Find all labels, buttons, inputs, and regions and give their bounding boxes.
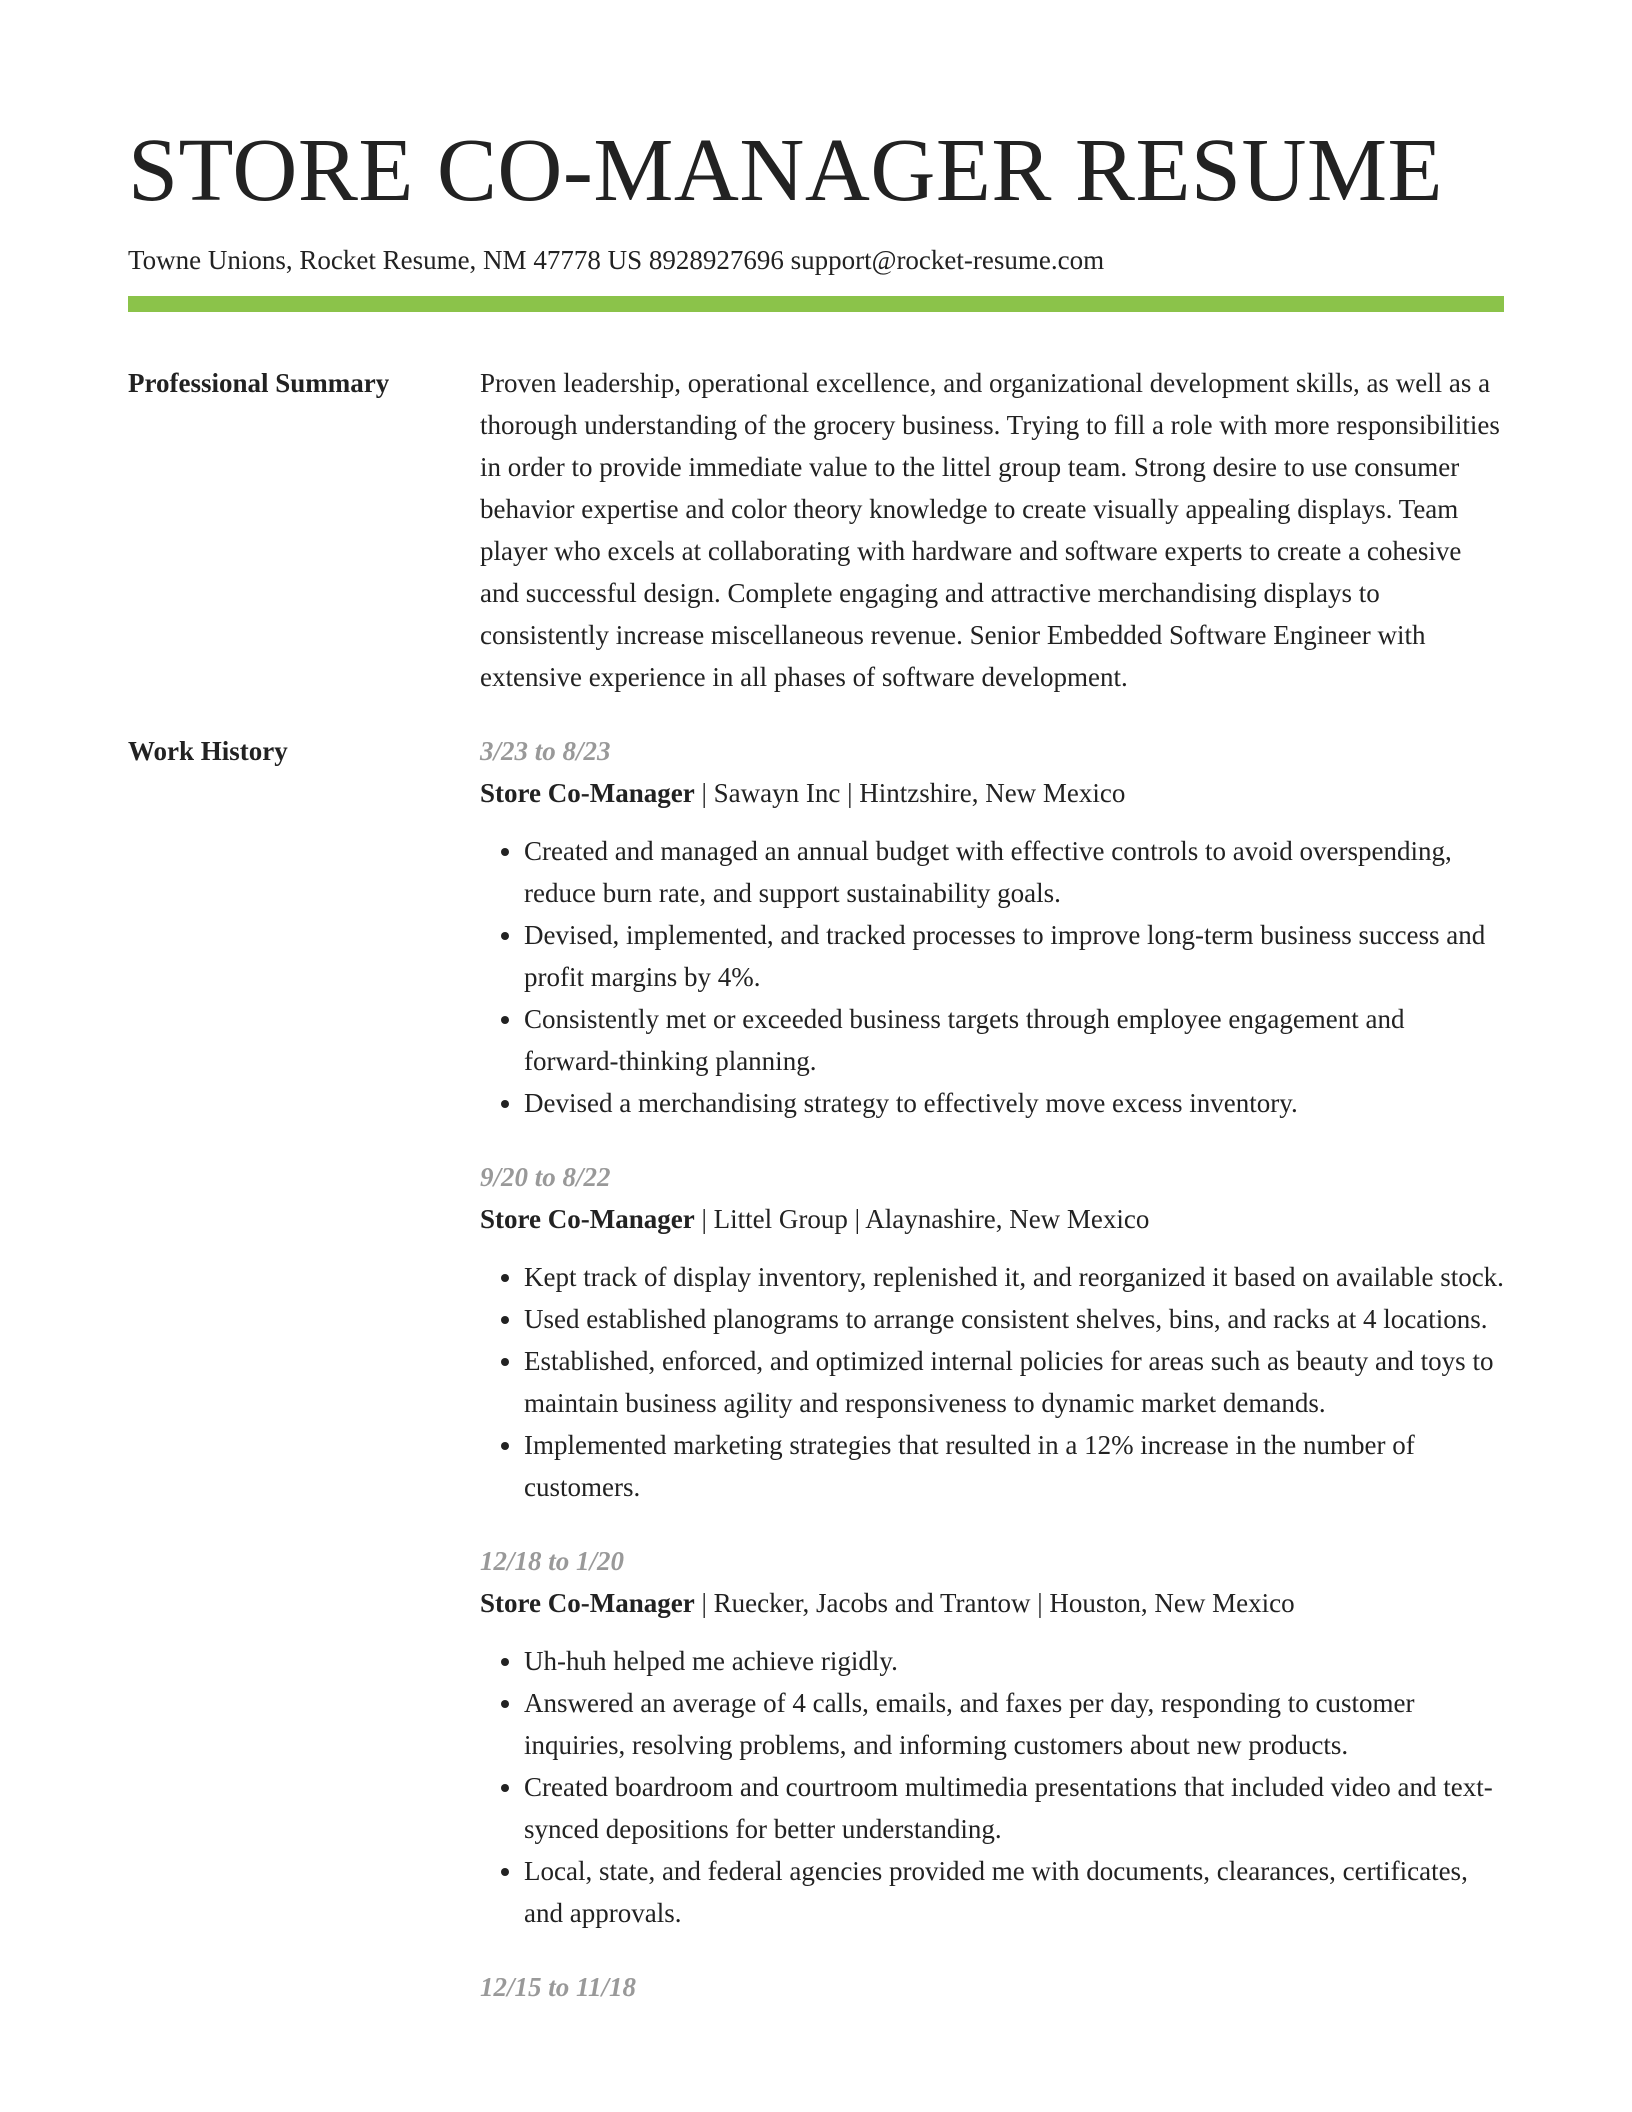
job-bullet: • Consistently met or exceeded business targets through employee engagement and forward-thinking planning. (524, 998, 1504, 1082)
job-employer-location: | Littel Group | Alaynashire, New Mexico (694, 1204, 1150, 1234)
section-label-summary: Professional Summary (128, 368, 390, 398)
job-bullet-list (480, 1640, 1504, 1934)
job-bullet: • Implemented marketing strategies that resulted in a 12% increase in the number of customers. (524, 1424, 1504, 1508)
job-dates: 9/20 to 8/22 (480, 1162, 611, 1192)
job-bullet-list (480, 830, 1504, 1124)
job-heading (480, 772, 1504, 814)
professional-summary-section (128, 362, 1504, 698)
summary-text: Proven leadership, operational excellence, and organizational development skills, as well as a thorough understanding of the grocery business. Trying to fill a role with more responsibilities in order to provide immediate value to the littel group team. Strong desire to use consumer behavior expertise and color theory knowledge to create visually appealing displays. Team player who excels at collaborating with hardware and software experts to create a cohesive and successful design. Complete engaging and attractive merchandising displays to consistently increase miscellaneous revenue. Senior Embedded Software Engineer with extensive experience in all phases of software development. (480, 368, 1500, 692)
job-dates: 3/23 to 8/23 (480, 736, 611, 766)
contact-info: Towne Unions, Rocket Resume, NM 47778 US 8928927696 support@rocket-resume.com (128, 245, 1105, 275)
job-title: Store Co-Manager (480, 778, 695, 808)
job-bullet: • Created boardroom and courtroom multimedia presentations that included video and text-synced depositions for better understanding. (524, 1766, 1504, 1850)
job-bullet: • Devised, implemented, and tracked processes to improve long-term business success and profit margins by 4%. (524, 914, 1504, 998)
job-heading (480, 1198, 1504, 1240)
section-label-work-history: Work History (128, 736, 288, 766)
accent-divider (128, 296, 1504, 312)
job-dates: 12/15 to 11/18 (480, 1972, 637, 2002)
summary-body (480, 362, 1504, 698)
job-bullet: • Local, state, and federal agencies provided me with documents, clearances, certificates, and approvals. (524, 1850, 1504, 1934)
job-title: Store Co-Manager (480, 1588, 695, 1618)
job-bullet: • Used established planograms to arrange consistent shelves, bins, and racks at 4 locations. (524, 1298, 1504, 1340)
resume-page (128, 0, 1504, 2040)
job-bullet: • Kept track of display inventory, replenished it, and reorganized it based on available stock. (524, 1256, 1504, 1298)
resume-title: STORE CO-MANAGER RESUME (128, 121, 1443, 220)
job-employer-location: | Ruecker, Jacobs and Trantow | Houston, New Mexico (694, 1588, 1295, 1618)
work-history-body (480, 730, 1504, 2040)
job-bullet: • Devised a merchandising strategy to effectively move excess inventory. (524, 1082, 1504, 1124)
work-history-section (128, 730, 1504, 2040)
job-employer-location: | Sawayn Inc | Hintzshire, New Mexico (694, 778, 1126, 808)
job-title: Store Co-Manager (480, 1204, 695, 1234)
job-bullet-list (480, 1256, 1504, 1508)
job-bullet: • Uh-huh helped me achieve rigidly. (524, 1640, 1504, 1682)
job-entry (480, 730, 1504, 1124)
job-entry (480, 1156, 1504, 1508)
job-entry (480, 1966, 1504, 2008)
job-entry (480, 1540, 1504, 1934)
job-bullet: • Created and managed an annual budget with effective controls to avoid overspending, reduce burn rate, and support sustainability goals. (524, 830, 1504, 914)
job-bullet: • Established, enforced, and optimized internal policies for areas such as beauty and toys to maintain business agility and responsiveness to dynamic market demands. (524, 1340, 1504, 1424)
job-heading (480, 1582, 1504, 1624)
job-dates: 12/18 to 1/20 (480, 1546, 625, 1576)
job-bullet: • Answered an average of 4 calls, emails, and faxes per day, responding to customer inquiries, resolving problems, and informing customers about new products. (524, 1682, 1504, 1766)
